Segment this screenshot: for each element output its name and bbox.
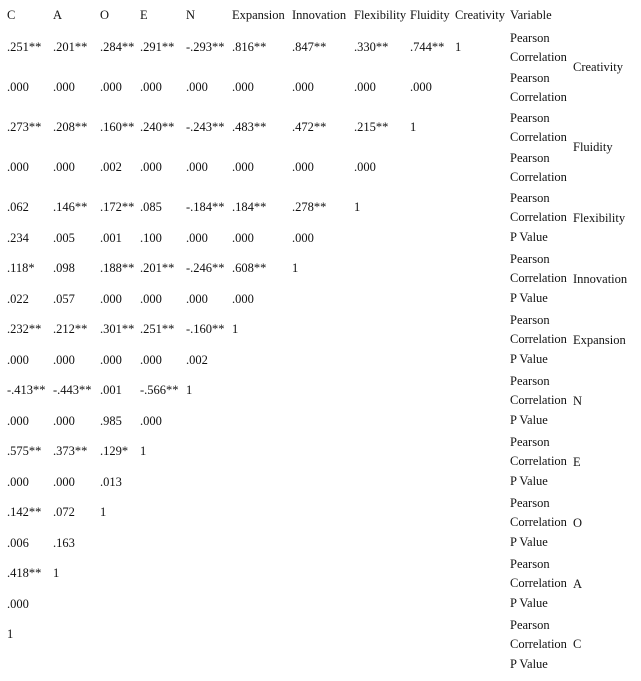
table-cell: .000 — [232, 80, 254, 94]
statistic-label: Pearson — [510, 191, 550, 205]
table-cell: .608** — [232, 261, 267, 275]
variable-label-flexibility: Flexibility — [573, 211, 626, 225]
table-cell: .000 — [100, 80, 122, 94]
table-cell: .000 — [140, 414, 162, 428]
table-cell: .483** — [232, 120, 267, 134]
statistic-label: P Value — [510, 535, 548, 549]
table-cell: .172** — [100, 200, 135, 214]
statistic-label: Pearson — [510, 313, 550, 327]
table-cell: 1 — [354, 200, 361, 214]
table-cell: .278** — [292, 200, 327, 214]
statistic-label: P Value — [510, 413, 548, 427]
table-cell: .062 — [7, 200, 29, 214]
statistic-label: Correlation — [510, 90, 567, 104]
statistic-label: Correlation — [510, 210, 567, 224]
table-cell: 1 — [455, 40, 462, 54]
statistic-label: Pearson — [510, 111, 550, 125]
column-header-n: N — [186, 8, 196, 22]
table-cell: .215** — [354, 120, 389, 134]
table-cell: .330** — [354, 40, 389, 54]
table-cell: .098 — [53, 261, 75, 275]
statistic-label: P Value — [510, 474, 548, 488]
table-cell: .000 — [7, 353, 29, 367]
table-cell: .002 — [186, 353, 208, 367]
column-header-o: O — [100, 8, 110, 22]
table-cell: .000 — [140, 353, 162, 367]
table-cell: .212** — [53, 322, 88, 336]
table-cell: .000 — [53, 160, 75, 174]
table-cell: .000 — [232, 231, 254, 245]
table-cell: .002 — [100, 160, 122, 174]
table-cell: .072 — [53, 505, 75, 519]
variable-label-a: A — [573, 577, 583, 591]
table-cell: .251** — [140, 322, 175, 336]
table-cell: .000 — [140, 292, 162, 306]
column-header-creativity: Creativity — [455, 8, 505, 22]
table-cell: .013 — [100, 475, 122, 489]
column-header-e: E — [140, 8, 148, 22]
table-cell: .000 — [186, 160, 208, 174]
table-cell: .022 — [7, 292, 29, 306]
table-cell: .418** — [7, 566, 42, 580]
column-header-fluidity: Fluidity — [410, 8, 450, 22]
table-cell: .000 — [53, 80, 75, 94]
table-cell: 1 — [53, 566, 60, 580]
table-cell: -.293** — [186, 40, 225, 54]
table-cell: .000 — [53, 353, 75, 367]
table-cell: .847** — [292, 40, 327, 54]
table-cell: .000 — [7, 414, 29, 428]
table-cell: -.443** — [53, 383, 92, 397]
table-cell: 1 — [232, 322, 239, 336]
table-cell: .000 — [53, 475, 75, 489]
table-cell: .000 — [7, 160, 29, 174]
table-cell: -.184** — [186, 200, 225, 214]
table-cell: .000 — [354, 160, 376, 174]
statistic-label: Pearson — [510, 374, 550, 388]
statistic-label: Correlation — [510, 515, 567, 529]
column-header-c: C — [7, 8, 16, 22]
column-header-innovation: Innovation — [292, 8, 347, 22]
table-cell: .006 — [7, 536, 29, 550]
table-cell: .273** — [7, 120, 42, 134]
statistic-label: Correlation — [510, 50, 567, 64]
table-cell: 1 — [140, 444, 147, 458]
table-cell: .000 — [100, 353, 122, 367]
table-cell: .000 — [7, 597, 29, 611]
column-header-variable: Variable — [510, 8, 552, 22]
variable-label-n: N — [573, 394, 583, 408]
statistic-label: Pearson — [510, 557, 550, 571]
table-cell: .201** — [53, 40, 88, 54]
table-cell: .188** — [100, 261, 135, 275]
table-cell: .301** — [100, 322, 135, 336]
statistic-label: P Value — [510, 230, 548, 244]
table-cell: .000 — [53, 414, 75, 428]
variable-label-innovation: Innovation — [573, 272, 628, 286]
statistic-label: Pearson — [510, 435, 550, 449]
table-cell: .000 — [232, 292, 254, 306]
table-cell: 1 — [410, 120, 417, 134]
statistic-label: Correlation — [510, 332, 567, 346]
statistic-label: Correlation — [510, 454, 567, 468]
column-header-a: A — [53, 8, 63, 22]
table-cell: .001 — [100, 231, 122, 245]
table-cell: .000 — [140, 80, 162, 94]
table-cell: .142** — [7, 505, 42, 519]
table-cell: .744** — [410, 40, 445, 54]
table-cell: -.246** — [186, 261, 225, 275]
table-cell: .000 — [186, 80, 208, 94]
variable-label-e: E — [573, 455, 581, 469]
table-cell: .160** — [100, 120, 135, 134]
table-cell: .118* — [7, 261, 35, 275]
table-cell: .057 — [53, 292, 75, 306]
statistic-label: P Value — [510, 291, 548, 305]
statistic-label: Correlation — [510, 393, 567, 407]
statistic-label: Pearson — [510, 252, 550, 266]
table-cell: .000 — [292, 231, 314, 245]
table-cell: .129* — [100, 444, 129, 458]
table-cell: .816** — [232, 40, 267, 54]
statistic-label: Pearson — [510, 71, 550, 85]
table-cell: 1 — [292, 261, 299, 275]
table-cell: .005 — [53, 231, 75, 245]
table-cell: .234 — [7, 231, 29, 245]
table-cell: 1 — [186, 383, 193, 397]
table-cell: .232** — [7, 322, 42, 336]
variable-label-o: O — [573, 516, 583, 530]
column-header-flexibility: Flexibility — [354, 8, 407, 22]
table-cell: .184** — [232, 200, 267, 214]
table-cell: .201** — [140, 261, 175, 275]
statistic-label: P Value — [510, 596, 548, 610]
statistic-label: Pearson — [510, 618, 550, 632]
table-cell: -.243** — [186, 120, 225, 134]
table-cell: 1 — [7, 627, 14, 641]
table-cell: .240** — [140, 120, 175, 134]
table-cell: .085 — [140, 200, 162, 214]
variable-label-c: C — [573, 637, 582, 651]
statistic-label: Correlation — [510, 576, 567, 590]
table-cell: .000 — [100, 292, 122, 306]
table-cell: .000 — [410, 80, 432, 94]
statistic-label: Correlation — [510, 170, 567, 184]
statistic-label: Pearson — [510, 151, 550, 165]
column-header-expansion: Expansion — [232, 8, 285, 22]
table-cell: .985 — [100, 414, 122, 428]
table-cell: .373** — [53, 444, 88, 458]
table-cell: .000 — [7, 80, 29, 94]
table-cell: .000 — [186, 292, 208, 306]
table-cell: .000 — [7, 475, 29, 489]
statistic-label: Pearson — [510, 496, 550, 510]
statistic-label: Correlation — [510, 271, 567, 285]
table-cell: .000 — [140, 160, 162, 174]
table-cell: .000 — [186, 231, 208, 245]
variable-label-creativity: Creativity — [573, 60, 623, 74]
statistic-label: P Value — [510, 657, 548, 671]
table-cell: .146** — [53, 200, 88, 214]
table-cell: -.566** — [140, 383, 179, 397]
statistic-label: P Value — [510, 352, 548, 366]
table-cell: -.413** — [7, 383, 46, 397]
table-cell: .251** — [7, 40, 42, 54]
table-cell: .163 — [53, 536, 75, 550]
table-cell: .575** — [7, 444, 42, 458]
statistic-label: Correlation — [510, 637, 567, 651]
table-cell: .000 — [292, 160, 314, 174]
table-cell: 1 — [100, 505, 107, 519]
table-cell: .100 — [140, 231, 162, 245]
table-cell: .208** — [53, 120, 88, 134]
table-cell: .000 — [292, 80, 314, 94]
variable-label-expansion: Expansion — [573, 333, 626, 347]
variable-label-fluidity: Fluidity — [573, 140, 613, 154]
table-cell: .000 — [232, 160, 254, 174]
table-cell: .284** — [100, 40, 135, 54]
table-cell: .472** — [292, 120, 327, 134]
statistic-label: Correlation — [510, 130, 567, 144]
table-cell: .000 — [354, 80, 376, 94]
table-cell: .001 — [100, 383, 122, 397]
statistic-label: Pearson — [510, 31, 550, 45]
table-cell: -.160** — [186, 322, 225, 336]
table-cell: .291** — [140, 40, 175, 54]
